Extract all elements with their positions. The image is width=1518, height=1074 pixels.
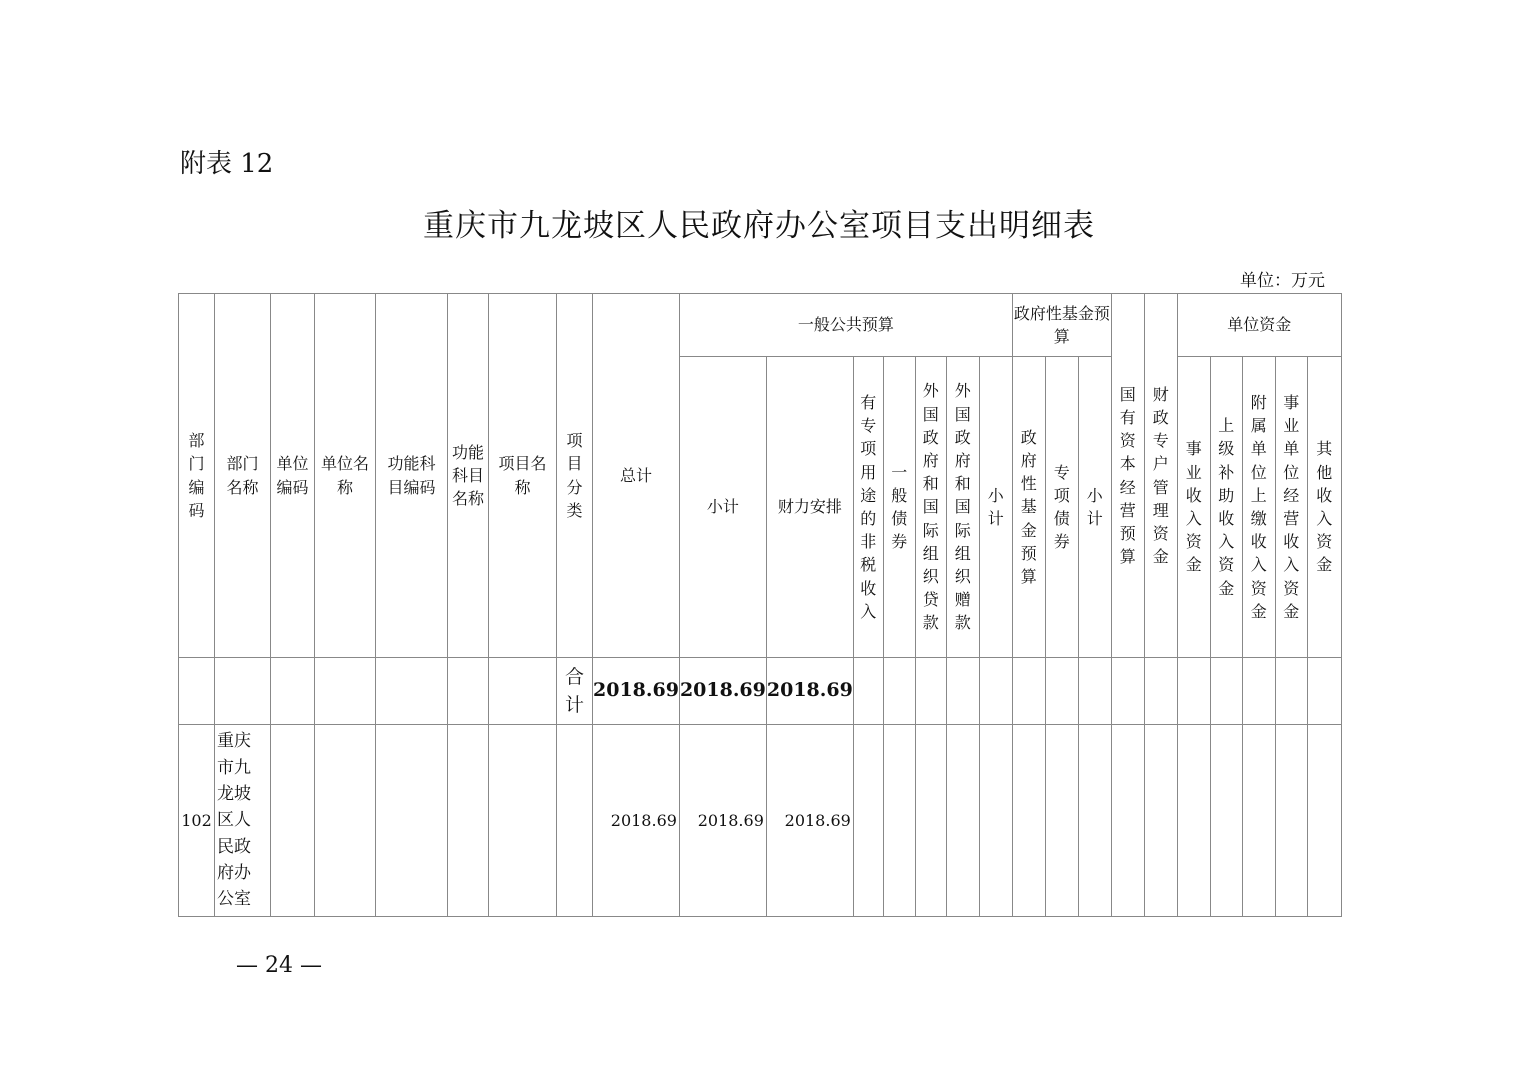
header-gov-fund-budget: 政府性基金预算 xyxy=(1012,357,1045,658)
header-unit-business-income: 事业收入资金 xyxy=(1177,357,1210,658)
header-general-nontax: 有专项用途的非税收入 xyxy=(853,357,883,658)
header-gov-subtotal: 小计 xyxy=(979,357,1012,658)
header-gov-fund: 政府性基金预算 xyxy=(1012,294,1111,357)
total-general-fiscal: 2018.69 xyxy=(766,658,853,725)
header-unit-subtotal: 小计 xyxy=(1078,357,1111,658)
document-title: 重庆市九龙坡区人民政府办公室项目支出明细表 xyxy=(423,208,1095,244)
header-general-foreign-loan: 外国政府和国际组织贷款 xyxy=(915,357,946,658)
header-total: 总计 xyxy=(593,294,680,658)
project-expenditure-table xyxy=(178,293,1342,917)
header-unit-superior-subsidy: 上级补助收入资金 xyxy=(1210,357,1242,658)
header-project-name: 项目名称 xyxy=(489,294,557,658)
row-total: 2018.69 xyxy=(593,725,680,917)
header-unit-affiliated: 附属单位上缴收入资金 xyxy=(1242,357,1275,658)
header-general-bond: 一般债券 xyxy=(883,357,915,658)
row-dept-name: 重庆市九龙坡区人民政府办公室 xyxy=(215,725,271,917)
row-dept-code: 102 xyxy=(179,725,215,917)
header-dept-code: 部门编码 xyxy=(179,294,215,658)
header-dept-name: 部门名称 xyxy=(215,294,271,658)
header-unit-operating: 事业单位经营收入资金 xyxy=(1275,357,1307,658)
total-total: 2018.69 xyxy=(593,658,680,725)
total-general-subtotal: 2018.69 xyxy=(679,658,766,725)
header-state-capital: 国有资本经营预算 xyxy=(1111,294,1144,658)
header-func-name: 功能科目名称 xyxy=(448,294,489,658)
header-general-fiscal: 财力安排 xyxy=(766,357,853,658)
row-general-fiscal: 2018.69 xyxy=(766,725,853,917)
header-fiscal-special: 财政专户管理资金 xyxy=(1144,294,1177,658)
header-unit-funds: 单位资金 xyxy=(1177,294,1341,357)
header-unit-code: 单位编码 xyxy=(271,294,315,658)
page-number: — 24 — xyxy=(236,953,322,978)
header-func-code: 功能科目编码 xyxy=(376,294,448,658)
header-general-foreign-gift: 外国政府和国际组织赠款 xyxy=(946,357,979,658)
header-gov-special-bond: 专项债券 xyxy=(1045,357,1078,658)
total-row xyxy=(179,658,1342,725)
header-general-subtotal: 小计 xyxy=(679,357,766,658)
header-project-category: 项目分类 xyxy=(557,294,593,658)
table-row xyxy=(179,725,1342,917)
header-unit-other: 其他收入资金 xyxy=(1307,357,1341,658)
total-label: 合计 xyxy=(557,658,593,725)
unit-label: 单位：万元 xyxy=(1240,271,1325,291)
appendix-label: 附表 12 xyxy=(180,149,274,179)
header-general-budget: 一般公共预算 xyxy=(679,294,1012,357)
header-unit-name: 单位名称 xyxy=(315,294,376,658)
row-general-subtotal: 2018.69 xyxy=(679,725,766,917)
